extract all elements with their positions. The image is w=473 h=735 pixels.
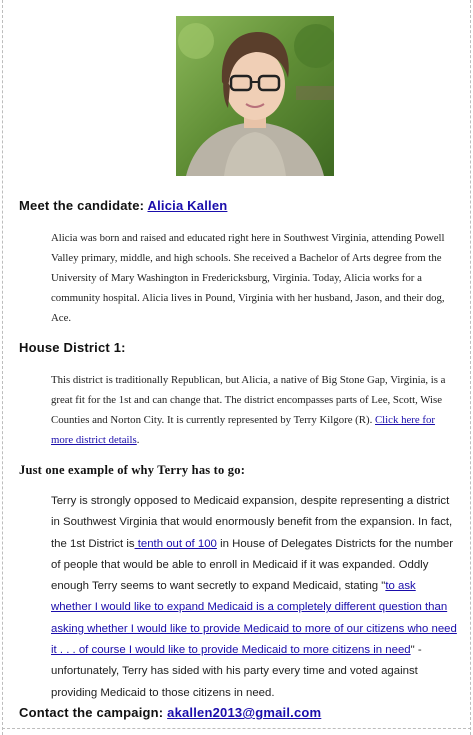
example-text-1: Terry is strongly opposed to Medicaid expansion, despite representing a district in Southwest Virginia that would enormously benefit from the expansion. In fact, the 1st District is <box>51 495 453 550</box>
district-heading: House District 1: <box>19 340 126 355</box>
contact-label: Contact the campaign: <box>19 705 168 720</box>
example-paragraph <box>51 491 459 704</box>
right-border <box>470 0 471 735</box>
example-heading: Just one example of why Terry has to go: <box>19 463 246 477</box>
medicaid-quote-link[interactable]: to ask whether I would like to expand Medicaid is a completely different question than asking whether I would like to provide Medicaid to more of our citizens who need it . . . of course I would like to provide Medicaid to more citizens in need <box>51 580 457 657</box>
left-border <box>2 0 3 735</box>
contact-heading <box>19 705 321 720</box>
example-text-2: in House of Delegates Districts for the number of people that would be able to enroll in Medicaid if it was expanded. Oddly enough Terry seems to want secretly to expand Medicaid, stating " <box>51 537 454 593</box>
district-description <box>51 370 455 450</box>
district-text-end: . <box>136 434 140 446</box>
candidate-bio: Alicia was born and raised and educated right here in Southwest Virginia, attending Powell Valley primary, middle, and high schools. She received a Bachelor of Arts degree from the University of Mary Washington in Fredericksburg, Virginia. Today, Alicia works for a community hospital. Alicia lives in Pound, Virginia with her husband, Jason, and their dog, Ace. <box>51 232 445 324</box>
meet-candidate-label: Meet the candidate: <box>19 198 148 213</box>
tenth-out-of-100-link[interactable]: tenth out of 100 <box>134 537 217 550</box>
candidate-photo <box>176 16 334 176</box>
example-text-3: " - unfortunately, Terry has sided with his party every time and voted against providing Medicaid to those citizens in need. <box>51 644 422 699</box>
contact-email-link[interactable]: akallen2013@gmail.com <box>167 705 322 720</box>
district-text: This district is traditionally Republican, but Alicia, a native of Big Stone Gap, Virginia, is a great fit for the 1st and can change that. The district encompasses parts of Lee, Scott, Wise Counties and Norton City. It is currently represented by Terry Kilgore (R). <box>51 374 446 426</box>
district-details-link[interactable]: Click here for more district details <box>51 414 435 446</box>
candidate-photo-image <box>176 16 334 176</box>
candidate-name-link[interactable]: Alicia Kallen <box>147 198 228 213</box>
bottom-border <box>2 728 471 729</box>
meet-candidate-heading <box>19 198 227 213</box>
